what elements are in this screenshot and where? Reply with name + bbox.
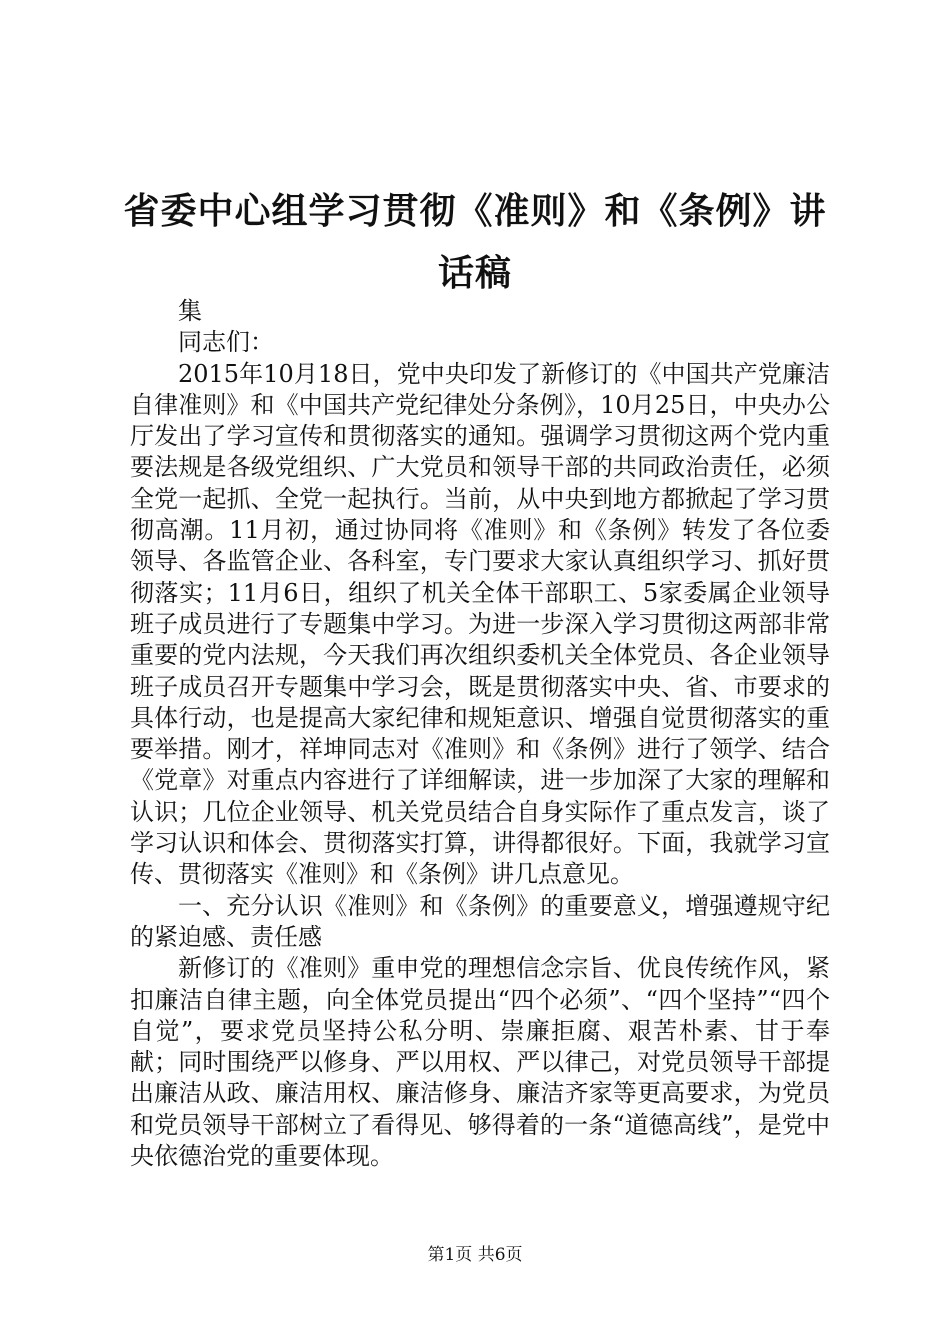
paragraph-section-1: 新修订的《准则》重申党的理想信念宗旨、优良传统作风，紧扣廉洁自律主题，向全体党员提出“四个必须”、“四个坚持”“四个自觉”，要求党员坚持公私分明、崇廉拒腐、艰苦朴素、甘于奉献；同时围绕严以修身、严以用权、严以律己，对党员领导干部提出廉洁从政、廉洁用权、廉洁修身、廉洁齐家等更高要求，为党员和党员领导干部树立了看得见、够得着的一条“道德高线”，是党中央依德治党的重要体现。: [130, 954, 830, 1171]
section-heading-1: 一、充分认识《准则》和《条例》的重要意义，增强遵规守纪的紧迫感、责任感: [130, 891, 830, 951]
paragraph-author: 集: [178, 297, 202, 325]
page-footer: 第1页 共6页: [427, 1245, 523, 1265]
document-body: [130, 296, 830, 1172]
paragraph-salutation: 同志们：: [178, 328, 274, 357]
document-title: 省委中心组学习贯彻《准则》和《条例》讲话稿: [123, 190, 827, 294]
paragraph-intro: 2015年10月18日，党中央印发了新修订的《中国共产党廉洁自律准则》和《中国共产党纪律处分条例》，10月25日，中央办公厅发出了学习宣传和贯彻落实的通知。强调学习贯彻这两个党内重要法规是各级党组织、广大党员和领导干部的共同政治责任，必须全党一起抓、全党一起执行。当前，从中央到地方都掀起了学习贯彻高潮。11月初，通过协同将《准则》和《条例》转发了各位委领导、各监管企业、各科室，专门要求大家认真组织学习、抓好贯彻落实；11月6日，组织了机关全体干部职工、5家委属企业领导班子成员进行了专题集中学习。为进一步深入学习贯彻这两部非常重要的党内法规，今天我们再次组织委机关全体党员、各企业领导班子成员召开专题集中学习会，既是贯彻落实中央、省、市要求的具体行动，也是提高大家纪律和规矩意识、增强自觉贯彻落实的重要举措。刚才，祥坤同志对《准则》和《条例》进行了领学、结合《党章》对重点内容进行了详细解读，进一步加深了大家的理解和认识；几位企业领导、机关党员结合自身实际作了重点发言，谈了学习认识和体会、贯彻落实打算，讲得都很好。下面，我就学习宣传、贯彻落实《准则》和《条例》讲几点意见。: [130, 359, 830, 889]
